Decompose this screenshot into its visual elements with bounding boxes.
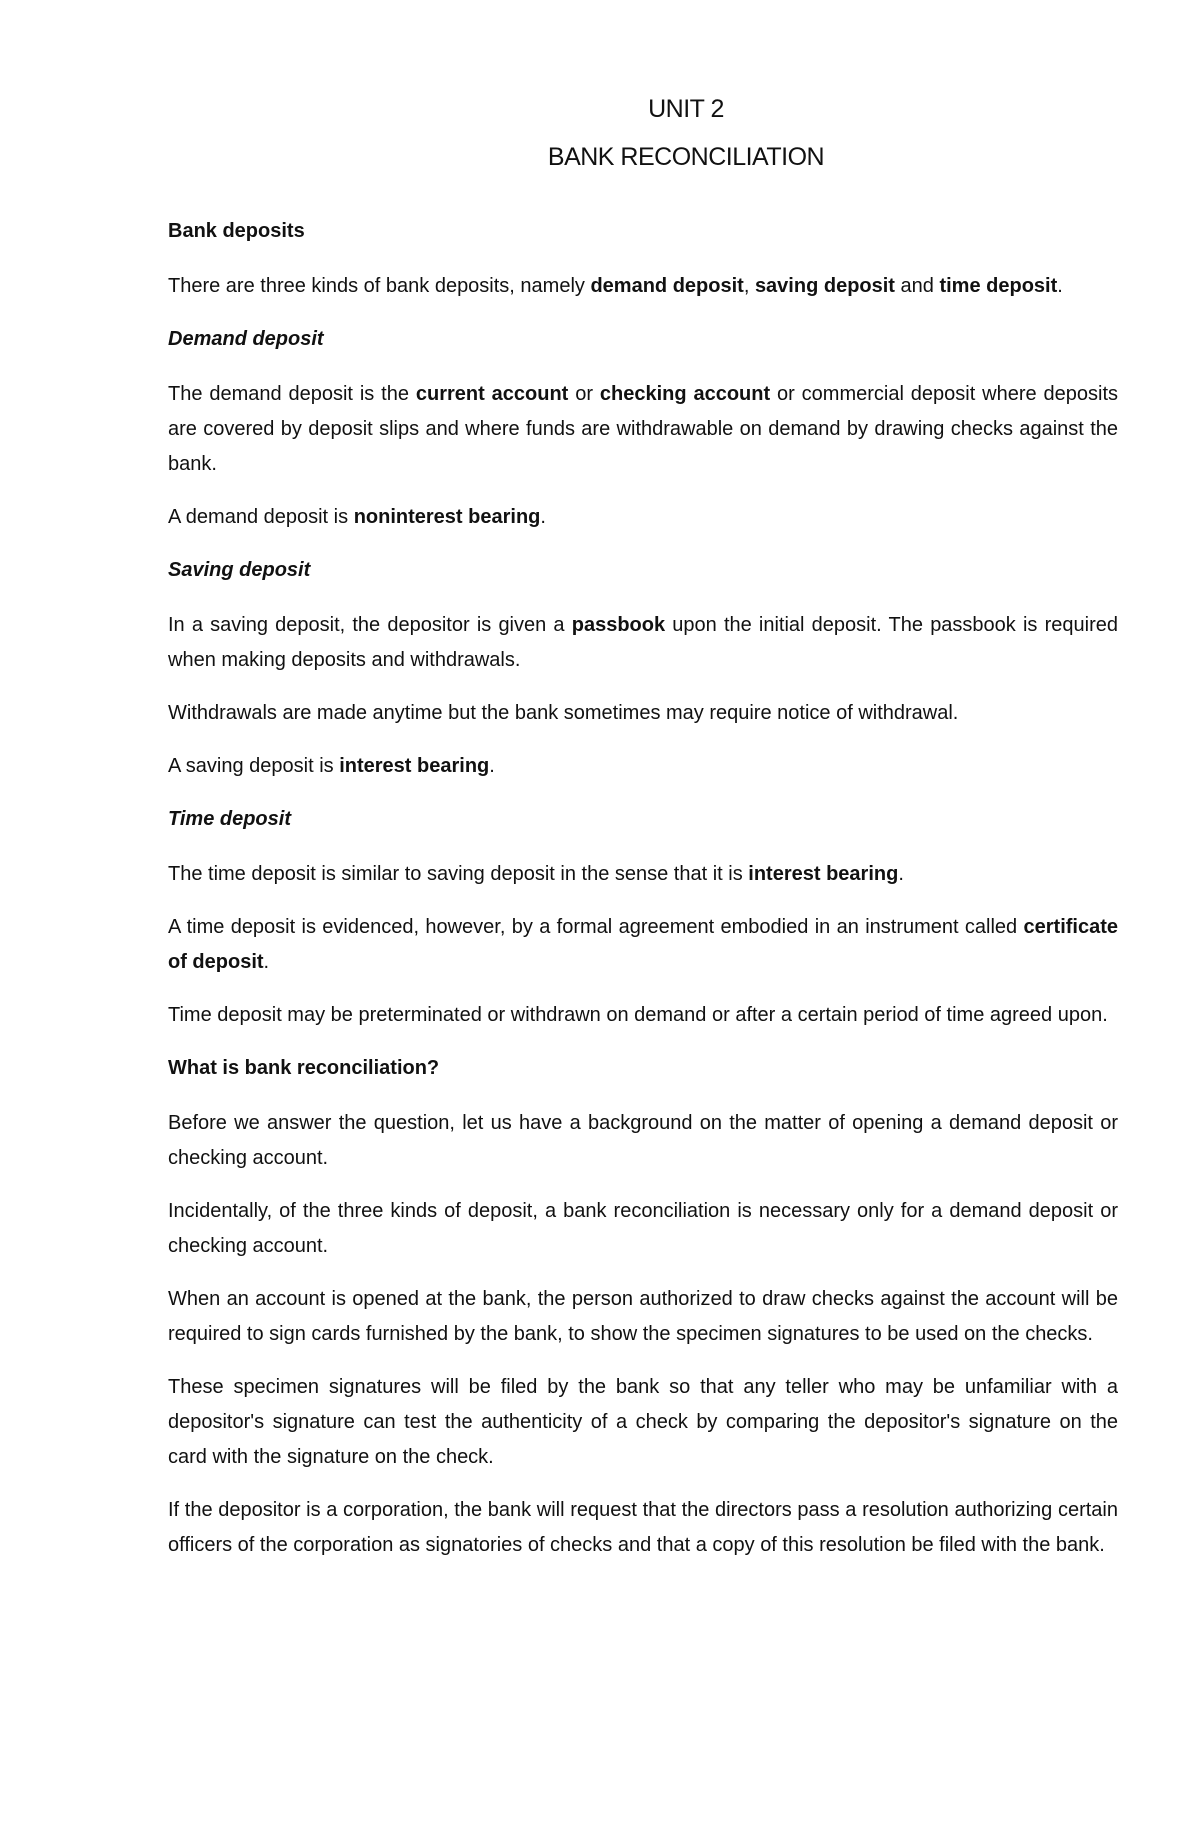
bold-term-time-deposit: time deposit [939,275,1058,297]
section-heading-saving-deposit: Saving deposit [168,559,311,581]
section-heading-demand-deposit: Demand deposit [168,328,324,350]
text-run: There are three kinds of bank deposits, namely [168,275,591,297]
text-run: A demand deposit is [168,506,354,528]
bold-term-demand-deposit: demand deposit [590,275,744,297]
text-run: . [540,506,546,528]
section-heading-time-deposit: Time deposit [168,808,291,830]
document-title: BANK RECONCILIATION [547,143,825,171]
paragraph-reconciliation-specimen: These specimen signatures will be filed by the bank so that any teller who may be unfamiliar with a depositor's signature can test the authenticity of a check by comparing the depositor's signature on the card with the signature on the check. [168,1376,1118,1468]
text-run: . [1057,275,1063,297]
bold-term-certificate-of-deposit: certificate of deposit [168,916,1118,973]
bold-term-interest-bearing: interest bearing [748,863,899,885]
paragraph-kinds-of-deposits [168,269,1118,304]
section-heading-bank-deposits: Bank deposits [168,220,305,242]
bold-term-checking-account: checking account [599,383,771,405]
text-run: . [898,863,904,885]
paragraph-reconciliation-signature-cards: When an account is opened at the bank, the person authorized to draw checks against the account will be required to sign cards furnished by the bank, to show the specimen signatures to be used on the checks. [168,1288,1118,1345]
unit-label: UNIT 2 [648,95,724,123]
bold-term-current-account: current account [415,383,569,405]
text-run: . [263,951,270,973]
text-run: . [489,755,495,777]
bold-term-saving-deposit: saving deposit [754,275,895,297]
paragraph-reconciliation-necessary: Incidentally, of the three kinds of deposit, a bank reconciliation is necessary only for a demand deposit or checking account. [168,1200,1118,1257]
text-run: or commercial deposit where deposits are covered by deposit slips and where funds are withdrawable on demand by drawing checks against the bank. [168,383,1118,475]
paragraph-demand-interest [168,500,1118,535]
text-run: , [743,275,755,297]
paragraph-time-similar [168,857,1118,892]
bold-term-noninterest-bearing: noninterest bearing [353,506,541,528]
section-heading-what-is-reconciliation: What is bank reconciliation? [168,1057,440,1079]
text-run: and [894,275,940,297]
paragraph-reconciliation-corporation: If the depositor is a corporation, the bank will request that the directors pass a resolution authorizing certain officers of the corporation as signatories of checks and that a copy of this resolution be filed with the bank. [168,1499,1118,1556]
text-run: upon the initial deposit. The passbook is required when making deposits and withdrawals. [168,614,1118,671]
text-run: The time deposit is similar to saving deposit in the sense that it is [168,863,749,885]
paragraph-demand-definition [168,377,1118,482]
paragraph-reconciliation-background: Before we answer the question, let us have a background on the matter of opening a demand deposit or checking account. [168,1112,1118,1169]
paragraph-time-preterminated: Time deposit may be preterminated or withdrawn on demand or after a certain period of time agreed upon. [168,1004,1108,1026]
text-run: or [568,383,600,405]
paragraph-saving-interest [168,749,1118,784]
text-run: A time deposit is evidenced, however, by a formal agreement embodied in an instrument called [168,916,1024,938]
paragraph-saving-withdrawals: Withdrawals are made anytime but the bank sometimes may require notice of withdrawal. [168,702,959,724]
text-run: In a saving deposit, the depositor is given a [168,614,572,636]
text-run: A saving deposit is [168,755,340,777]
text-run: The demand deposit is the [168,383,416,405]
document-body [168,214,1118,1563]
paragraph-saving-passbook [168,608,1118,678]
paragraph-time-certificate [168,910,1118,980]
bold-term-interest-bearing: interest bearing [339,755,490,777]
bold-term-passbook: passbook [571,614,666,636]
